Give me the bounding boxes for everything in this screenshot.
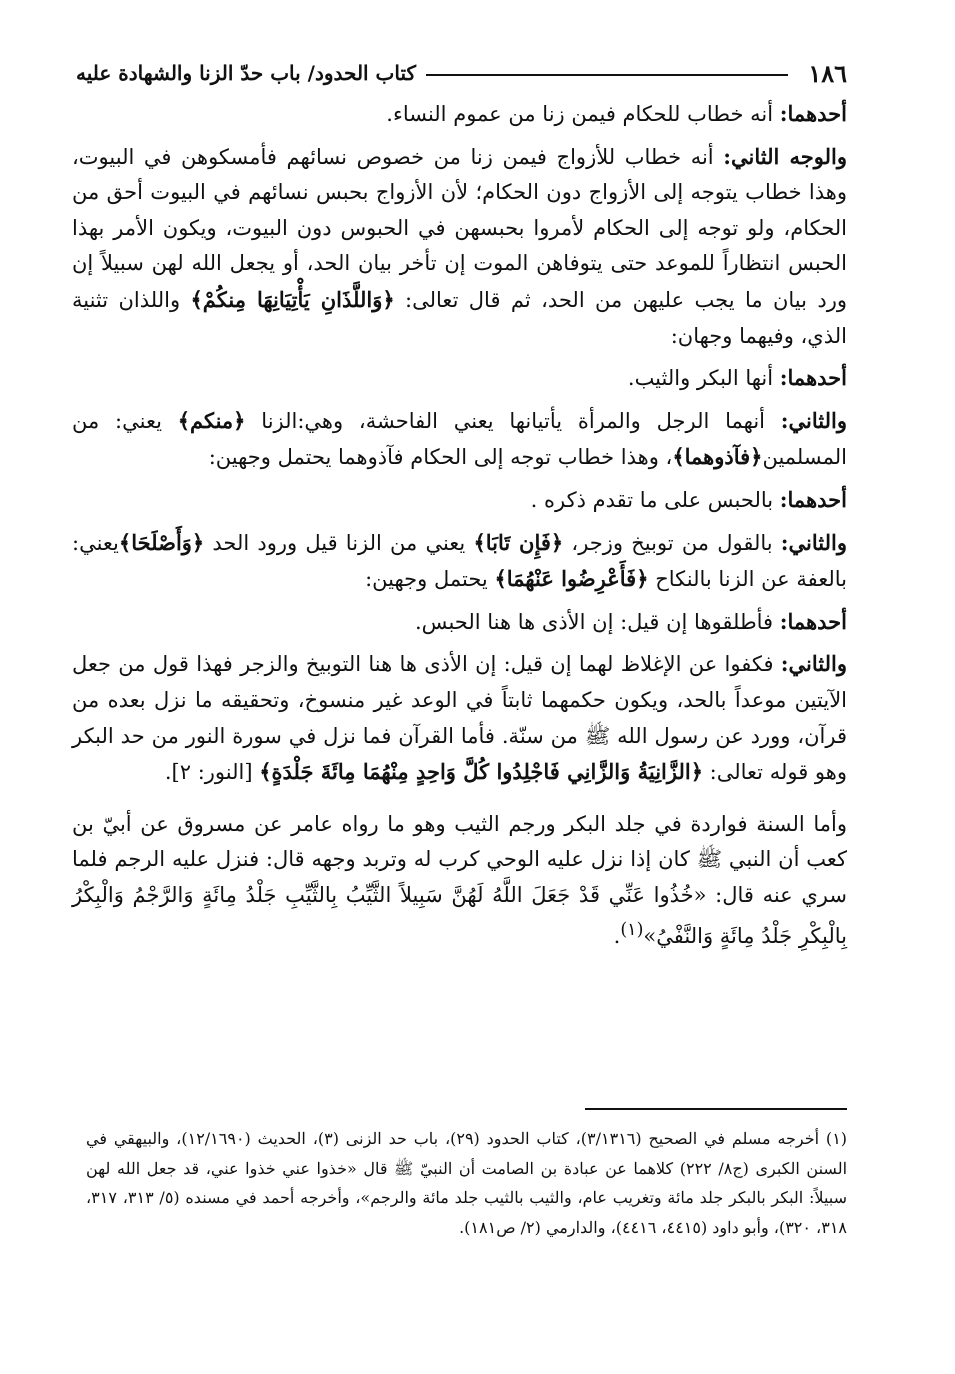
paragraph-text: أنه خطاب للأزواج فيمن زنا من خصوص نسائهم فأمسكوهن في البيوت، وهذا خطاب يتوجه إلى الأزواج دون الحكام؛ لأن الأزواج بحبس نسائهم في البيوت أحق من الحكام، ولو توجه إلى الحكام لأمروا بحبسهن في الحبوس دون البيوت، ويكون الأمر بهذا الحبس انتظاراً للموعد حتى يتوفاهن الموت إن تأخر بيان الحد، أو يجعل الله لهن سبيلاً إن ورد بيان ما يجب عليهن من الحد، ثم قال تعالى: (72, 144, 848, 312)
paragraph-8 (72, 646, 847, 790)
paragraph-1 (72, 96, 847, 133)
header-rule (426, 74, 788, 76)
paragraph-7 (72, 604, 847, 641)
page-number: ١٨٦ (808, 58, 847, 88)
paragraph-text-mid: يعني من الزنا قيل ورود الحد (204, 530, 474, 555)
running-title: كتاب الحدود/ باب حدّ الزنا والشهادة عليه (76, 61, 417, 85)
footnote-1: (١) أخرجه مسلم في الصحيح (٣/١٣١٦)، كتاب الحدود (٢٩)، باب حد الزنى (٣)، الحديث (١٢/١٦٩٠)، والبيهقي في السنن الكبرى (ج٨/ ٢٢٢) كلاهما عن عبادة بن الصامت أن النبيّ ﷺ قال «خذوا عني خذوا عني، قد جعل الله لهن سبيلاً: البكر بالبكر جلد مائة وتغريب عام، والثيب بالثيب جلد مائة والرجم»، وأخرجه أحمد في مسنده (٥/ ٣١٣، ٣١٧، ٣١٨، ٣٢٠)، وأبو داود (٤٤١٥، ٤٤١٦)، والدارمي (٢/ ص١٨١). (86, 1129, 848, 1237)
paragraph-9 (72, 807, 847, 955)
paragraph-lead: والثاني: (780, 529, 848, 555)
paragraph-3 (72, 360, 847, 397)
footnote-reference: (١) (620, 920, 644, 941)
paragraph-text: أنها البكر والثيب. (627, 366, 780, 391)
paragraph-lead: والوجه الثاني: (723, 143, 847, 169)
paragraph-text-after: يحتمل وجهين: (365, 567, 495, 592)
paragraph-text: فأطلقوها إن قيل: إن الأذى ها هنا الحبس. (415, 609, 780, 634)
paragraph-text-mid-2: يعني: بالعفة عن الزنا بالنكاح (72, 530, 847, 592)
paragraph-6 (72, 525, 847, 598)
paragraph-lead: أحدهما: (779, 101, 847, 126)
paragraph-text-after: . (613, 924, 621, 949)
quran-quote: ﴿منكم﴾ (177, 407, 246, 433)
main-text (72, 96, 847, 955)
paragraph-text: بالقول من توبيخ وزجر، (563, 530, 781, 555)
paragraph-text: أنه خطاب للحكام فيمن زنا من عموم النساء. (386, 102, 780, 126)
quran-quote-3: ﴿فَأَعْرِضُوا عَنْهُمَا﴾ (494, 566, 649, 592)
quran-quote: ﴿فَإِن تَابَا﴾ (473, 529, 564, 555)
paragraph-2 (72, 139, 847, 355)
paragraph-text-after: واللذان تثنية الذي، وفيهما وجهان: (72, 287, 847, 348)
paragraph-text: وأما السنة فواردة في جلد البكر ورجم الثيب وهو ما رواه عامر عن مسروق عن أبيّ بن كعب أن النبي ﷺ كان إذا نزل عليه الوحي كرب له وتربد وجهه قال: فنزل عليه الرجم فلما سري عنه قال: «خُذُوا عَنِّي قَدْ جَعَلَ اللَّهُ لَهُنَّ سَبِيلاً الثَّيِّبُ بِالثَّيِّبِ جَلْدُ مِائَةٍ وَالرَّجْمُ وَالْبِكْرُ بِالْبِكْرِ جَلْدُ مِائَةٍ وَالنَّفْيُ» (72, 811, 847, 949)
paragraph-lead: أحدهما: (779, 608, 847, 634)
paragraph-lead: والثاني: (780, 651, 847, 677)
quran-quote: ﴿الزَّانِيَةُ وَالزَّانِي فَاجْلِدُوا كُلَّ وَاحِدٍ مِنْهُمَا مِائَةَ جَلْدَةٍ﴾ (259, 759, 703, 785)
paragraph-text-mid: يعني: من المسلمين (72, 408, 847, 470)
quran-quote-2: ﴿وَأَصْلَحَا﴾ (118, 529, 205, 555)
footnotes (86, 1124, 847, 1242)
paragraph-lead: أحدهما: (779, 486, 847, 512)
paragraph-4 (72, 403, 847, 476)
footnote-divider (585, 1108, 847, 1110)
paragraph-text: فكفوا عن الإغلاظ لهما إن قيل: إن الأذى ها هنا التوبيخ والزجر فهذا قول من جعل الآيتين موعداً بالحد، ويكون حكمهما ثابتاً في الوعد غير منسوخ، وتحقيقه ما نزل بعده من قرآن، وورد عن رسول الله ﷺ من سنّة. فأما القرآن فما نزل في سورة النور من حد البكر وهو قوله تعالى: (72, 652, 847, 785)
paragraph-text: أنهما الرجل والمرأة يأتيانها يعني الفاحشة، وهي:الزنا (245, 408, 781, 433)
paragraph-lead: والثاني: (780, 407, 848, 433)
quran-quote: ﴿وَاللَّذَانِ يَأْتِيَانِهَا مِنكُمْ﴾ (190, 286, 395, 312)
quran-quote-2: ﴿فآذوهما﴾ (672, 444, 763, 470)
paragraph-text-after: [النور: ٢]. (164, 760, 260, 785)
paragraph-lead: أحدهما: (779, 365, 847, 391)
paragraph-text: بالحبس على ما تقدم ذكره . (530, 487, 780, 512)
paragraph-text-after: ، وهذا خطاب توجه إلى الحكام فآذوهما يحتمل وجهين: (208, 445, 673, 470)
paragraph-5 (72, 482, 847, 519)
running-header (76, 56, 847, 90)
